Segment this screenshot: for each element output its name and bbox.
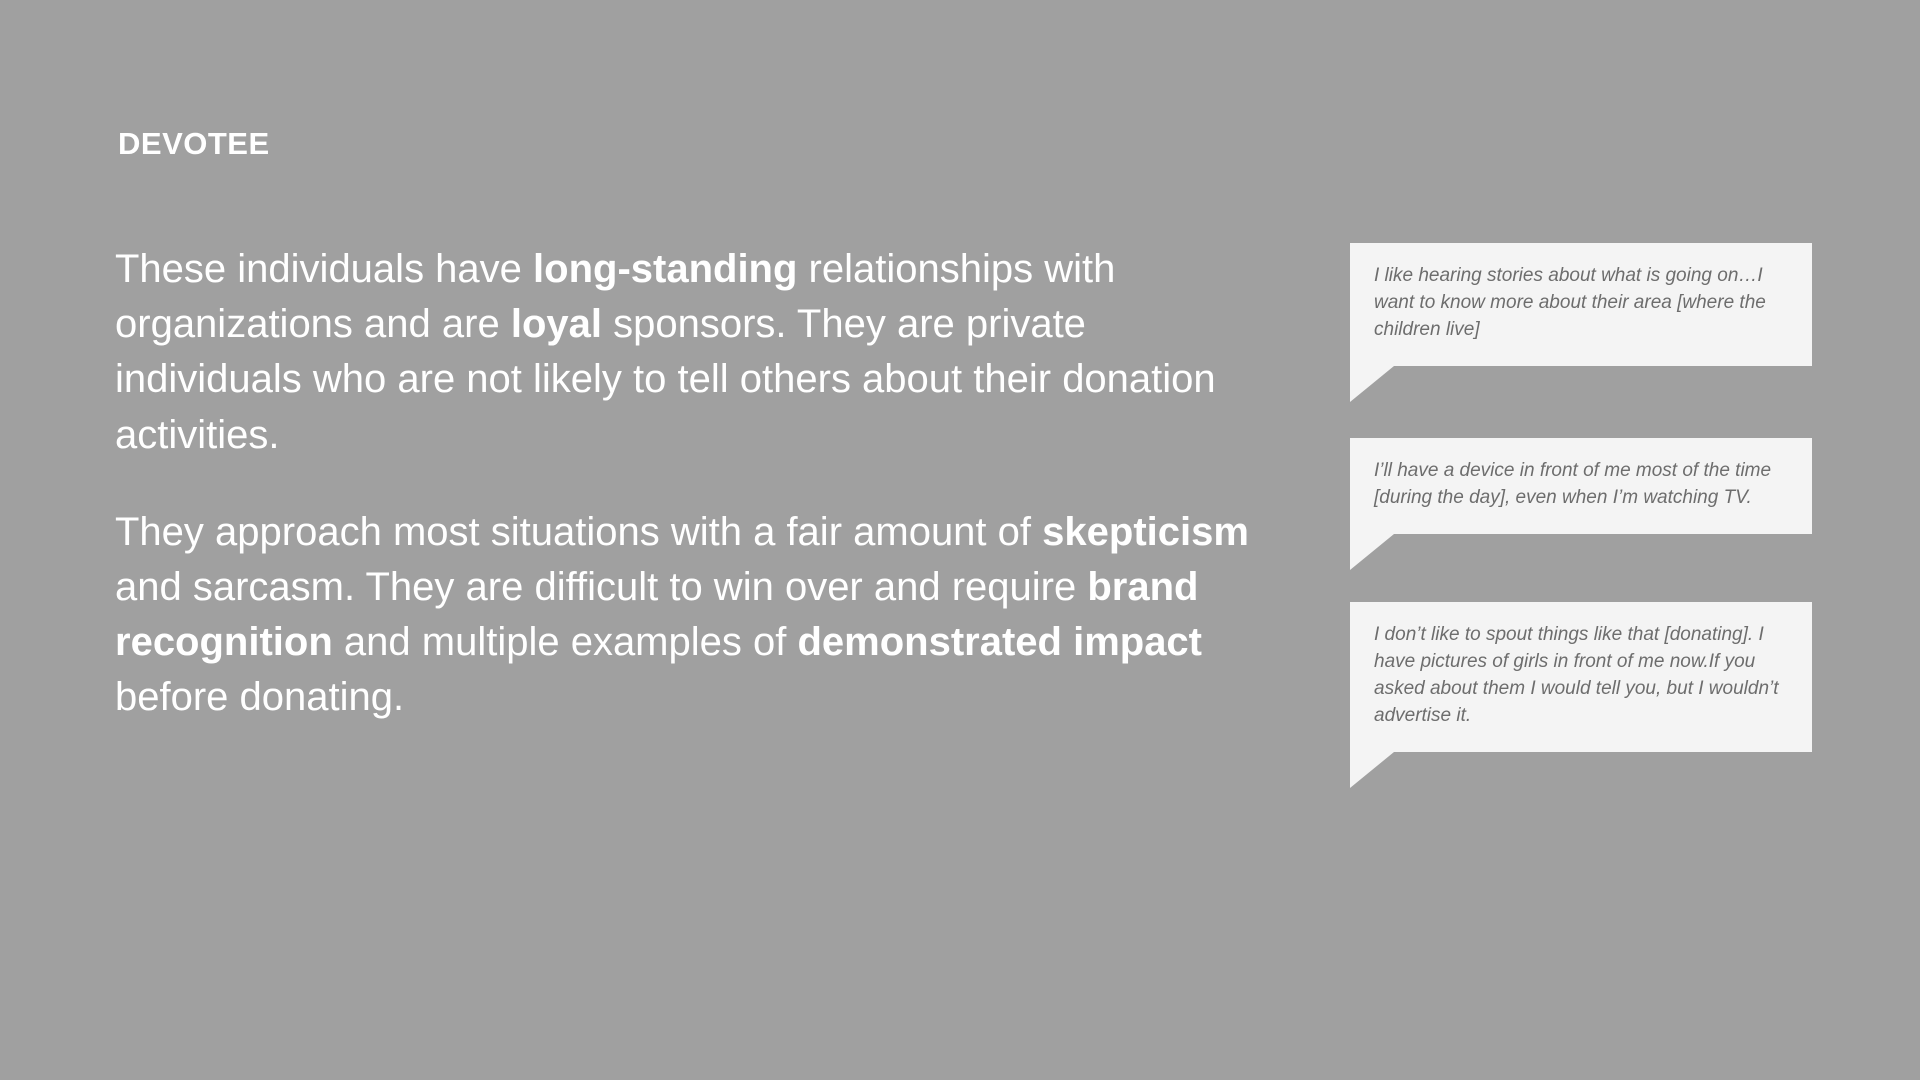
emphasis-text: brand recognition — [115, 564, 1199, 665]
body-text: sponsors. They are private individuals who are not likely to tell others about their donation activities. — [115, 302, 1216, 457]
quote-text: I don’t like to spout things like that [donating]. I have pictures of girls in front of me now.If you asked about them I would tell you, but I wouldn’t advertise it. — [1374, 623, 1779, 726]
quote-list — [1350, 243, 1812, 752]
paragraph-1 — [115, 242, 1265, 463]
body-text: and sarcasm. They are difficult to win over and require — [115, 564, 1088, 609]
body-text-column — [115, 242, 1265, 726]
quote-text: I’ll have a device in front of me most of the time [during the day], even when I’m watching TV. — [1374, 459, 1772, 508]
quote-bubble — [1350, 438, 1812, 534]
emphasis-text: skepticism — [1042, 509, 1249, 554]
emphasis-text: demonstrated impact — [797, 620, 1202, 665]
emphasis-text: long-standing — [533, 247, 798, 291]
page-title: DEVOTEE — [118, 126, 270, 161]
speech-tail-icon — [1350, 752, 1394, 788]
body-text: before donating. — [115, 675, 405, 720]
body-text: and multiple examples of — [332, 620, 798, 665]
quote-bubble — [1350, 602, 1812, 752]
body-text: relationships with organizations and are — [115, 247, 1116, 347]
emphasis-text: loyal — [510, 302, 602, 347]
paragraph-2 — [115, 505, 1265, 726]
quote-bubble — [1350, 243, 1812, 366]
speech-tail-icon — [1350, 366, 1394, 402]
body-text: These individuals have — [115, 247, 534, 291]
quote-text: I like hearing stories about what is going on…I want to know more about their area [where the children live] — [1374, 265, 1766, 340]
body-text: They approach most situations with a fair amount of — [115, 509, 1043, 554]
speech-tail-icon — [1350, 534, 1394, 570]
